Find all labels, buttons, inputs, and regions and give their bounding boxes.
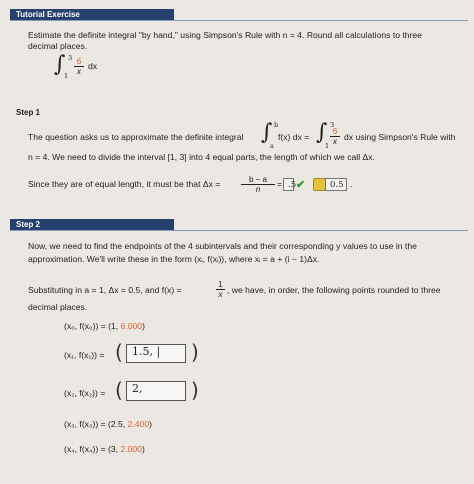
step1-period: . [350, 179, 353, 189]
step2-divider [10, 230, 468, 231]
point-2-close-paren: ) [191, 378, 199, 402]
step1-denominator: x [333, 137, 337, 146]
step1-fraction [330, 127, 340, 146]
step1-lower-a: a [270, 142, 274, 150]
integrand-dx: dx [88, 61, 98, 71]
dx-key-answer: 0.5 [325, 178, 347, 191]
header-divider [10, 20, 468, 21]
point-row-0 [64, 321, 145, 332]
step2-p4: decimal places. [28, 302, 88, 312]
step1-upper-3: 3 [330, 121, 335, 129]
point-3-value: 2.400 [127, 419, 150, 429]
problem-text-2: decimal places. [28, 41, 88, 51]
step1-fx: f(x) dx = [278, 132, 310, 142]
step1-numerator: 6 [330, 127, 340, 137]
tutorial-header [10, 9, 174, 20]
point-row-1-label: (x₁, f(x₁)) = [64, 350, 105, 360]
step2-p2: approximation. We'll write these in the form (xᵢ, f(xᵢ)), where xᵢ = a + (i − 1)Δx. [28, 254, 320, 264]
step1-integral-sign: ∫ [261, 120, 273, 145]
step1-integral-sign-2: ∫ [316, 120, 328, 145]
integrand-fraction [74, 57, 84, 76]
step2-p1: Now, we need to find the endpoints of the 4 subintervals and their corresponding y values to use in the [28, 241, 417, 251]
correct-check-icon: ✔ [296, 179, 306, 191]
step2-header [10, 219, 174, 230]
lower-limit: 1 [64, 72, 69, 80]
step1-label: Step 1 [16, 108, 41, 117]
integrand-numerator: 6 [74, 57, 84, 67]
point-4-value: 2.000 [120, 444, 142, 454]
point-row-3 [64, 419, 152, 430]
step1-equals: = [277, 179, 283, 189]
step2-p3-post: , we have, in order, the following points rounded to three [227, 285, 441, 295]
integrand-denominator: x [77, 67, 81, 76]
step1-dx-numerator: b − a [241, 175, 275, 185]
step1-line3: Since they are of equal length, it must be that Δx = [28, 179, 221, 189]
fx-numerator: 1 [216, 280, 225, 290]
point-4-close: ) [141, 444, 145, 454]
step1-dx-fraction [241, 175, 275, 194]
point-0-value: 6.000 [120, 321, 143, 331]
step1-line1-post: dx using Simpson's Rule with [344, 132, 456, 142]
point-1-open-paren: ( [115, 340, 123, 364]
point-1-close-paren: ) [191, 340, 199, 364]
step1-lower-1: 1 [325, 142, 330, 150]
problem-text: Estimate the definite integral "by hand," using Simpson's Rule with n = 4. Round all calculations to three [28, 30, 422, 40]
point-0-close: ) [142, 321, 145, 331]
step2-label: Step 2 [16, 220, 41, 229]
point-2-input[interactable]: 2, [126, 381, 186, 401]
point-3-close: ) [149, 419, 152, 429]
upper-limit: 3 [68, 54, 73, 62]
step2-p3-pre: Substituting in a = 1, Δx = 0.5, and f(x) = [28, 285, 182, 295]
dx-answer-box[interactable]: .5 [283, 178, 294, 191]
fx-denominator: x [218, 290, 223, 299]
point-row-4 [64, 444, 145, 455]
point-0-label: (x₀, f(x₀)) = (1, [64, 321, 121, 331]
point-2-open-paren: ( [115, 378, 123, 402]
point-3-label: (x₃, f(x₃)) = (2.5, [64, 419, 128, 429]
point-row-2-label: (x₂, f(x₂)) = [64, 388, 106, 398]
integral-sign: ∫ [54, 52, 66, 77]
step1-line1-pre: The question asks us to approximate the definite integral [28, 132, 244, 142]
tutorial-title: Tutorial Exercise [16, 10, 80, 19]
step1-dx-denominator: n [255, 185, 261, 194]
point-1-input[interactable]: 1.5, | [126, 344, 186, 363]
point-4-label: (x₄, f(x₄)) = (3, [64, 444, 121, 454]
step1-upper-b: b [274, 121, 279, 129]
fx-fraction [216, 280, 225, 299]
step1-line2: n = 4. We need to divide the interval [1, 3] into 4 equal parts, the length of which we call Δx. [28, 152, 375, 162]
